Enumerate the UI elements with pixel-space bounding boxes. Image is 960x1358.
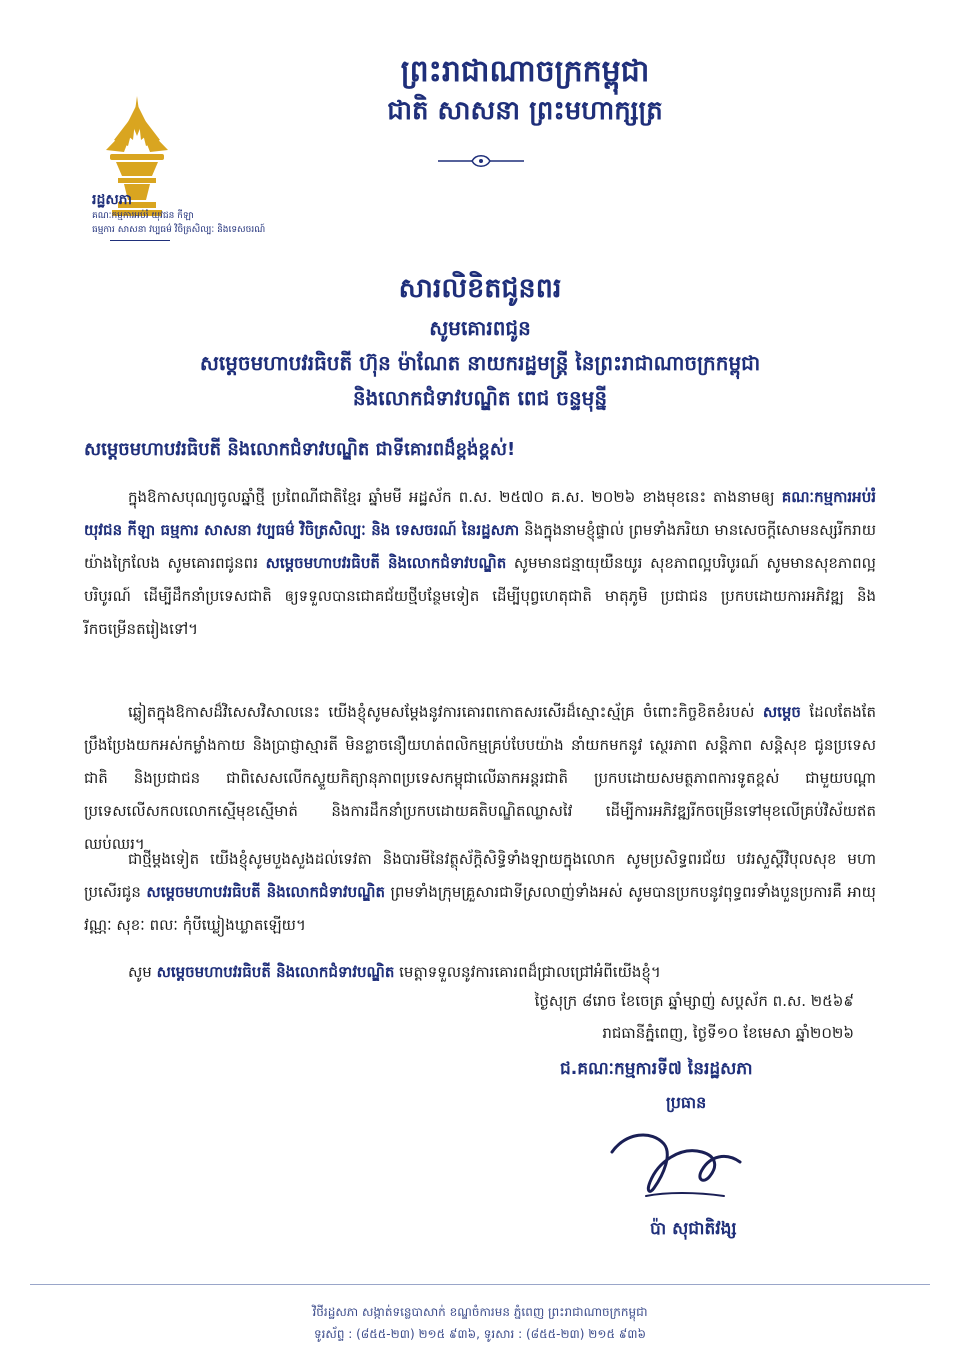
p3-recipients: សម្តេចមហាបវរធិបតី និងលោកជំទាវបណ្ឌិត — [146, 883, 385, 901]
p1-text-c: និងក្នុងនាមខ្ញុំផ្ទាល់ ព្រមទាំងភរិយា មានសេចក្តីសោមនស្សរីករាយយ៉ាងក្រៃលែង សូមគោរពជូនពរ — [84, 521, 876, 572]
national-motto: ជាតិ សាសនា ព្រះមហាក្សត្រ — [387, 96, 663, 126]
p1-text-e: សូមមានជន្មាយុយឺនយូរ សុខភាពល្អបរិបូរណ៍ សូមមានសុខភាពល្អបរិបូរណ៍ ដើម្បីដឹកនាំប្រទេសជាតិ ឲ្យទទួលបានជោគជ័យថ្មីបន្ថែមទៀត ដើម្បីបុព្វហេតុជាតិ មាតុភូមិ ប្រជាជន ប្រកបដោយការអភិវឌ្ឍ និងរីកចម្រើនតរៀងទៅ។ — [84, 554, 876, 638]
paragraph-2 — [84, 696, 876, 861]
p1-commission: គណៈកម្មការអប់រំ យុវជន កីឡា ធម្មការ សាសនា វប្បធម៌ វិចិត្រសិល្បៈ និង ទេសចរណ៍ នៃរដ្ឋសភា — [84, 488, 876, 539]
paragraph-4 — [84, 956, 876, 989]
p1-text-a: ក្នុងឱកាសបុណ្យចូលឆ្នាំថ្មី ប្រពៃណីជាតិខ្មែរ ឆ្នាំមមី អដ្ឋស័ក ព.ស. ២៥៧០ គ.ស. ២០២៦ ខាងមុខនេះ តាងនាមឲ្យ — [128, 488, 775, 506]
footer-contact: ទូរស័ព្ទ : (៨៥៥-២៣) ២១៥ ៩៣៦, ទូរសារ : (៨៥៥-២៣) ២១៥ ៩៣៦ — [313, 1327, 646, 1341]
paragraph-1 — [84, 481, 876, 646]
p4-text-a: សូម — [128, 963, 152, 981]
ornament-divider — [438, 152, 524, 170]
signer-name: ប៉ា សុជាតិវង្ស — [650, 1219, 737, 1239]
organization-divider — [110, 240, 170, 241]
recipient-line-2: និងលោកជំទាវបណ្ឌិត ពេជ ចន្ទមុន្នី — [352, 386, 608, 410]
signer-role: ជ.គណៈកម្មការទី៧ នៃរដ្ឋសភា — [560, 1059, 753, 1079]
recipient-line-1: សម្តេចមហាបវរធិបតី ហ៊ុន ម៉ាណែត នាយករដ្ឋមន្ត្រី នៃព្រះរាជាណាចក្រកម្ពុជា — [199, 351, 761, 375]
kingdom-heading: ព្រះរាជាណាចក្រកម្ពុជា — [400, 54, 650, 89]
p2-samdech: សម្តេច — [762, 703, 801, 721]
p4-recipients: សម្តេចមហាបវរធិបតី និងលោកជំទាវបណ្ឌិត — [156, 963, 395, 981]
p4-text-c: មេត្តាទទួលនូវការគោរពដ៏ជ្រាលជ្រៅអំពីយើងខ្ញុំ។ — [399, 963, 661, 981]
p1-recipients: សម្តេចមហាបវរធិបតី និងលោកជំទាវបណ្ឌិត — [265, 554, 507, 572]
paragraph-3 — [84, 843, 876, 942]
date-lunar: ថ្ងៃសុក្រ ៨រោច ខែចេត្រ ឆ្នាំម្សាញ់ សប្តស័ក ព.ស. ២៥៦៩ — [534, 992, 854, 1010]
date-solar: រាជធានីភ្នំពេញ, ថ្ងៃទី១០ ខែមេសា ឆ្នាំ២០២៦ — [602, 1024, 854, 1042]
salutation: សម្តេចមហាបវរធិបតី និងលោកជំទាវបណ្ឌិត ជាទីគោរពដ៏ខ្ពង់ខ្ពស់! — [84, 439, 516, 460]
signer-title: ប្រធាន — [666, 1093, 707, 1112]
letter-title: សារលិខិតជូនពរ — [398, 273, 562, 304]
footer-divider — [30, 1284, 930, 1285]
footer-address: វិថីរដ្ឋសភា សង្កាត់ទន្លេបាសាក់ ខណ្ឌចំការមន ភ្នំពេញ ព្រះរាជាណាចក្រកម្ពុជា — [312, 1305, 648, 1319]
handwritten-signature — [606, 1122, 746, 1204]
p2-text-c: ដែលតែងតែប្រឹងប្រែងយកអស់កម្លាំងកាយ និងប្រាជ្ញាស្មារតី មិនខ្លាចនឿយហត់ពលិកម្មគ្រប់បែបយ៉ាង នាំយកមកនូវ ស្ថេរភាព សន្តិភាព សន្តិសុខ ជូនប្រទេសជាតិ និងប្រជាជន ជាពិសេសលើកស្ទួយកិត្យានុភាពប្រទេសកម្ពុជាលើឆាកអន្តរជាតិ ប្រកបដោយសមត្ថភាពការទូតខ្ពស់ ជាមួយបណ្តាប្រទេសលើសកលលោកស្មើមុខស្មើមាត់ និងការដឹកនាំប្រកបដោយគតិបណ្ឌិតឈ្លាសវៃ ដើម្បីការអភិវឌ្ឍរីកចម្រើនទៅមុខលើគ្រប់វិស័យឥតឈប់ឈរ។ — [84, 703, 876, 853]
p3-text-c: ព្រមទាំងក្រុមគ្រួសារជាទីស្រលាញ់ទាំងអស់ សូមបានប្រកបនូវពុទ្ធពរទាំងបួនប្រការគឺ អាយុ វណ្ណៈ សុខៈ ពលៈ កុំបីឃ្លៀងឃ្លាតឡើយ។ — [84, 883, 876, 934]
respectfully-to: សូមគោរពជូន — [429, 316, 531, 340]
organization-name: រដ្ឋសភា — [92, 192, 132, 208]
commission-name-line2: ធម្មការ សាសនា វប្បធម៌ វិចិត្រសិល្បៈ និងទេសចរណ៍ — [92, 225, 266, 235]
commission-name: គណៈកម្មការអប់រំ យុវជន កីឡា — [92, 211, 194, 221]
p3-text-a: ជាថ្មីម្តងទៀត យើងខ្ញុំសូមបួងសួងដល់ទេវតា និងបារមីនៃវត្ថុស័ក្តិសិទ្ធិទាំងឡាយក្នុងលោក សូមប្រសិទ្ធពរជ័យ បវរសួស្តីវិបុលសុខ មហាប្រសើរជូន — [84, 850, 876, 901]
p2-text-a: ឆ្លៀតក្នុងឱកាសដ៏វិសេសវិសាលនេះ យើងខ្ញុំសូមសម្តែងនូវការគោរពកោតសរសើរដ៏ស្មោះស្ម័គ្រ ចំពោះកិច្ចខិតខំរបស់ — [128, 703, 755, 721]
